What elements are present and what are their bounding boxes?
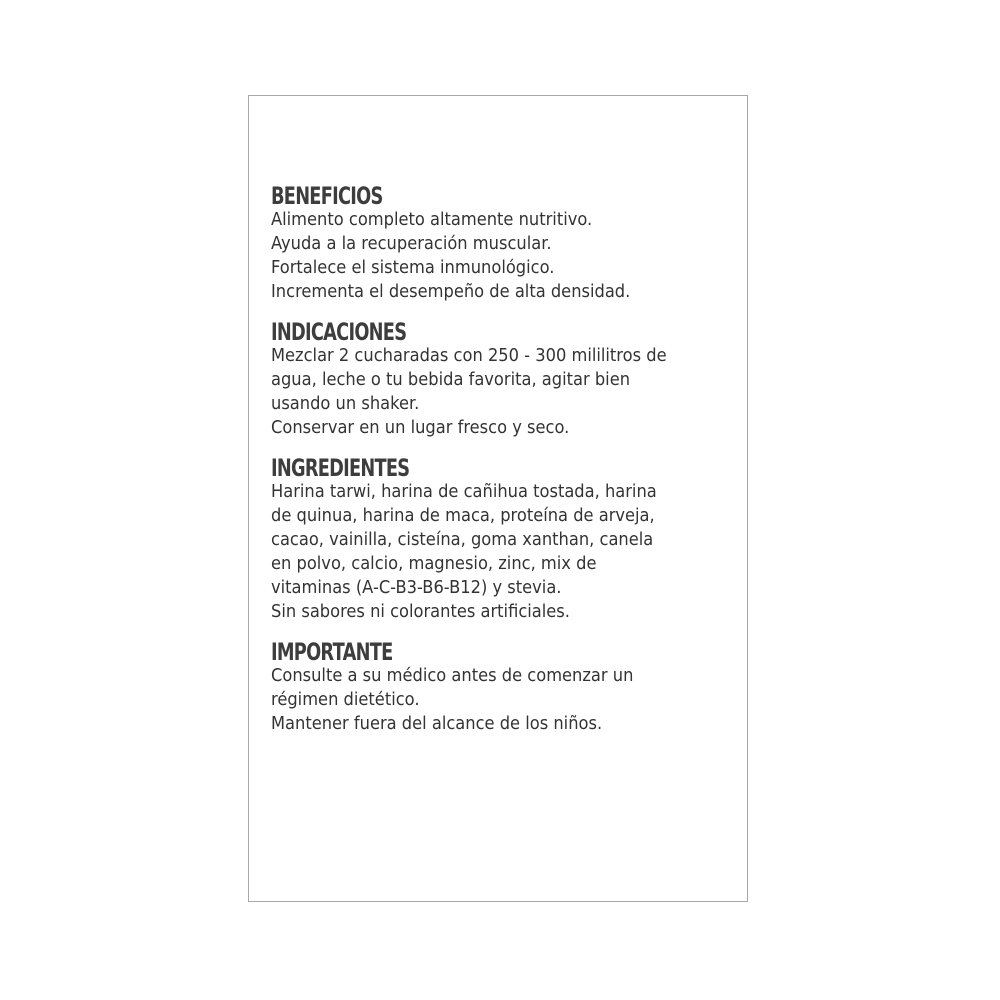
text-line: régimen dietético. [271,690,420,710]
text-line: en polvo, calcio, magnesio, zinc, mix de [271,554,597,574]
label-content [271,184,741,752]
text-line: Sin sabores ni colorantes artificiales. [271,602,570,622]
product-label-card [248,95,748,902]
section-beneficios [271,184,741,304]
section-body [271,208,741,304]
section-importante [271,640,741,736]
text-line: Ayuda a la recuperación muscular. [271,234,552,254]
text-line: Incrementa el desempeño de alta densidad. [271,282,631,302]
text-line: agua, leche o tu bebida favorita, agitar bien [271,370,631,390]
text-line: Consulte a su médico antes de comenzar un [271,666,634,686]
section-heading: IMPORTANTE [271,638,393,666]
text-line: usando un shaker. [271,394,420,414]
section-body [271,480,741,624]
section-heading: BENEFICIOS [271,182,383,210]
text-line: Fortalece el sistema inmunológico. [271,258,555,278]
section-heading: INDICACIONES [271,318,407,346]
text-line: de quinua, harina de maca, proteína de arveja, [271,506,655,526]
section-heading: INGREDIENTES [271,454,410,482]
section-ingredientes [271,456,741,624]
text-line: Mantener fuera del alcance de los niños. [271,714,603,734]
text-line: Mezclar 2 cucharadas con 250 - 300 mililitros de [271,346,667,366]
text-line: Alimento completo altamente nutritivo. [271,210,593,230]
section-body [271,664,741,736]
section-body [271,344,741,440]
text-line: vitaminas (A-C-B3-B6-B12) y stevia. [271,578,562,598]
text-line: Conservar en un lugar fresco y seco. [271,418,570,438]
text-line: Harina tarwi, harina de cañihua tostada, harina [271,482,657,502]
section-indicaciones [271,320,741,440]
text-line: cacao, vainilla, cisteína, goma xanthan, canela [271,530,654,550]
